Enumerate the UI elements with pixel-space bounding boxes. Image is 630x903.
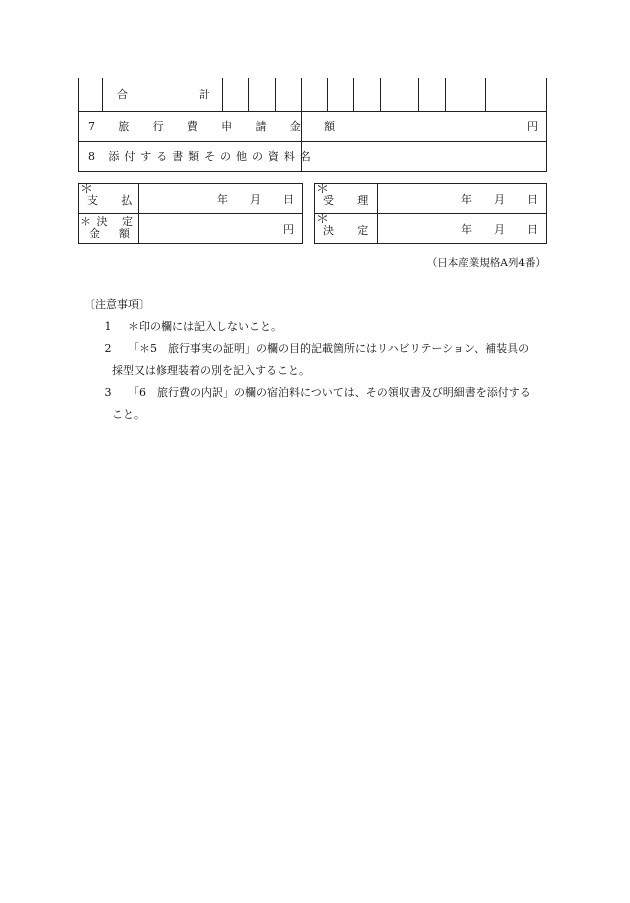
total-label-right: 計 <box>199 88 210 102</box>
asterisk-mark: ＊ <box>80 182 94 197</box>
decision-date-field[interactable] <box>378 214 547 244</box>
paper-standard-note: （日本産業規格A列4番） <box>426 257 546 269</box>
yen-unit: 円 <box>527 120 538 133</box>
total-cell-4[interactable] <box>302 78 328 111</box>
total-cell-3[interactable] <box>276 78 302 111</box>
day-label: 日 <box>527 222 538 236</box>
note-text: 「＊5 旅行事実の証明」の欄の目的記載箇所にはリハビリテーション、補装具の <box>128 342 530 355</box>
note-text-continued: 採型又は修理装着の別を記入すること。 <box>112 364 310 377</box>
attachments-row <box>79 141 547 171</box>
note-text: 「6 旅行費の内訳」の欄の宿泊料については、その領収書及び明細書を添付する <box>128 386 531 399</box>
payment-row <box>79 184 303 214</box>
decided-amount-label-a: ＊決 定 <box>80 215 139 228</box>
decision-label-cell <box>315 214 378 244</box>
total-cell-2[interactable] <box>249 78 276 111</box>
month-label: 月 <box>250 192 261 206</box>
day-label: 日 <box>527 192 538 206</box>
note-item <box>84 338 554 360</box>
receipt-row <box>315 184 547 214</box>
payment-label-cell <box>79 182 143 214</box>
month-label: 月 <box>494 192 505 206</box>
month-label: 月 <box>494 222 505 236</box>
note-number: 2 <box>104 342 112 355</box>
total-spacer-cell <box>79 78 103 111</box>
application-amount-row <box>79 111 547 141</box>
notes-title: 〔注意事項〕 <box>84 298 150 311</box>
total-cell-10[interactable] <box>486 78 547 111</box>
yen-unit: 円 <box>283 222 294 236</box>
payment-label: 支 払 <box>87 194 143 207</box>
total-cell-7[interactable] <box>381 78 419 111</box>
receipt-table <box>314 183 547 244</box>
payment-table <box>78 183 303 244</box>
notes-section <box>84 294 554 426</box>
total-label-cell <box>103 78 223 111</box>
total-cell-5[interactable] <box>328 78 354 111</box>
note-text-continued: こと。 <box>112 408 145 421</box>
total-cell-9[interactable] <box>446 78 486 111</box>
asterisk-mark: ＊ <box>316 182 330 197</box>
note-number: 1 <box>104 320 112 333</box>
note-item <box>84 382 554 404</box>
note-number: 3 <box>104 386 112 399</box>
year-label: 年 <box>217 192 228 206</box>
application-amount-label: 7 旅 行 費 申 請 金 額 <box>79 111 302 141</box>
decision-row <box>315 214 547 244</box>
decision-label: 決 定 <box>323 224 379 237</box>
year-label: 年 <box>461 192 472 206</box>
receipt-label-cell <box>315 184 378 214</box>
total-label-left: 合 <box>117 88 128 102</box>
decided-amount-label-cell <box>79 214 139 244</box>
decided-amount-label-b: 金 額 <box>89 227 138 240</box>
note-item <box>84 316 554 338</box>
note-text: ＊印の欄には記入しないこと。 <box>128 320 282 333</box>
receipt-label: 受 理 <box>323 194 379 207</box>
year-label: 年 <box>461 222 472 236</box>
total-row <box>79 78 547 111</box>
day-label: 日 <box>283 192 294 206</box>
payment-date-field[interactable] <box>139 184 303 214</box>
total-cell-6[interactable] <box>354 78 381 111</box>
attachments-label: 8 添付する書類その他の資料名 <box>79 141 302 171</box>
receipt-date-field[interactable] <box>378 184 547 214</box>
total-cell-8[interactable] <box>419 78 446 111</box>
attachments-field[interactable] <box>302 141 547 171</box>
decided-amount-row <box>79 214 303 244</box>
travel-expense-table <box>78 78 547 172</box>
total-cell-1[interactable] <box>223 78 249 111</box>
asterisk-mark: ＊ <box>316 212 330 227</box>
decided-amount-field[interactable] <box>139 214 303 244</box>
